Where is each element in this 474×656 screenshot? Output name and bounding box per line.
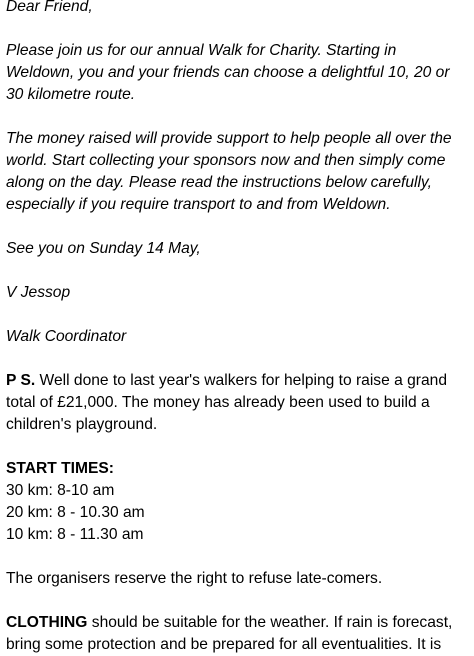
postscript-line-2: total of £21,000. The money has already been used to build a: [6, 394, 430, 411]
invitation-paragraph: [6, 40, 472, 106]
invitation-line-1: Please join us for our annual Walk for Charity. Starting in: [6, 42, 397, 59]
postscript-label: P S.: [6, 372, 36, 389]
money-line-3: along on the day. Please read the instructions below carefully,: [6, 174, 432, 191]
clothing-label: CLOTHING: [6, 614, 88, 631]
signature-title: Walk Coordinator: [6, 328, 127, 345]
invitation-line-2: Weldown, you and your friends can choose a delightful 10, 20 or: [6, 64, 450, 81]
clothing-line-2: bring some protection and be prepared for all eventualities. It is: [6, 636, 442, 653]
document-page: [6, 0, 472, 656]
postscript-paragraph: [6, 370, 472, 436]
invitation-line-3: 30 kilometre route.: [6, 86, 136, 103]
money-paragraph: [6, 128, 472, 216]
greeting: Dear Friend,: [6, 0, 93, 15]
clothing-text-1: should be suitable for the weather. If rain is forecast,: [87, 614, 453, 631]
clothing-line-1: [6, 612, 472, 634]
signature-name: V Jessop: [6, 284, 71, 301]
money-line-4: especially if you require transport to and from Weldown.: [6, 196, 391, 213]
postscript-line-1: [6, 370, 472, 392]
start-time-item: 10 km: 8 - 11.30 am: [6, 526, 144, 543]
start-time-item: 30 km: 8-10 am: [6, 482, 115, 499]
clothing-paragraph: [6, 612, 472, 656]
postscript-text-1: Well done to last year's walkers for helping to raise a grand: [35, 372, 447, 389]
start-times-heading: START TIMES:: [6, 460, 114, 477]
money-line-1: The money raised will provide support to help people all over the: [6, 130, 452, 147]
start-times-section: [6, 458, 472, 546]
late-notice: The organisers reserve the right to refuse late-comers.: [6, 570, 383, 587]
start-time-item: 20 km: 8 - 10.30 am: [6, 504, 145, 521]
see-you-line: See you on Sunday 14 May,: [6, 240, 201, 257]
money-line-2: world. Start collecting your sponsors now and then simply come: [6, 152, 446, 169]
postscript-line-3: children's playground.: [6, 416, 158, 433]
